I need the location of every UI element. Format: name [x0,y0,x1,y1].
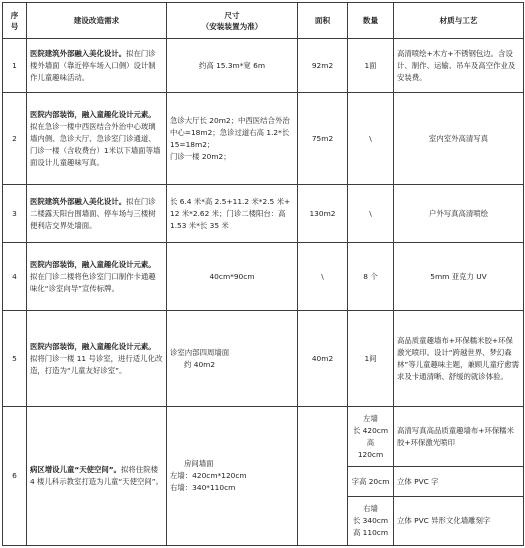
requirement-title: 医院内部装饰，融入童趣化设计元素。 [30,341,156,351]
row-number: 1 [3,39,27,93]
quantity-cell: 字高 20cm [348,467,394,497]
requirement-cell [27,311,167,407]
size-cell: 长 6.4 米*高 2.5+11.2 米*2.5 米+12 米*2.62 米；门诊二楼阳台：高 1.53 米*长 35 米 [167,185,298,243]
size-line: 急诊大厅长 20m2；中西医结合外治中心=18m2；急诊过道右高 1.2*长 15=18m2； [170,115,290,149]
quantity-cell: 1间 [348,311,394,407]
header-content: 建设改造需求 [27,3,167,39]
quantity-cell: \ [348,93,394,185]
material-cell: 5mm 亚克力 UV [394,243,524,311]
material-cell: 高清写真高品质童趣墙布+环保糯米胶+环保激光喷印 [394,407,524,467]
table-header-row [3,3,524,39]
requirement-detail: 拟在急诊一楼中西医结合外治中心玻璃墙内侧、急诊大厅、急诊室门诊通道、门诊一楼（含收费台）1米以下墙面等墙面设计儿童趣味写真。 [30,121,161,167]
header-material: 材质与工艺 [394,3,524,39]
size-line: 左墙：420cm*120cm [170,471,247,480]
requirement-cell [27,243,167,311]
table-row [3,39,524,93]
header-qty: 数量 [348,3,394,39]
requirement-cell [27,185,167,243]
requirement-detail: 拟在门诊二楼将色诊室门口制作卡通趣味化“诊室向导”宣传标牌。 [30,271,156,293]
area-cell: \ [298,243,348,311]
size-line: 诊室内部四周墙面 [170,347,230,357]
requirement-title: 医院内部装饰，融入童趣化设计元素。 [30,109,156,119]
area-cell: 40m2 [298,311,348,407]
requirement-title: 医院建筑外部融入美化设计。 [30,196,127,206]
material-cell: 户外写真高清喷绘 [394,185,524,243]
header-size-line2: （安装装置为准） [201,21,263,31]
material-cell: 室内室外高清写真 [394,93,524,185]
requirement-detail: 拟将住院楼 4 楼儿科示教室打造为儿童“天使空间”。 [30,465,163,486]
area-cell [298,407,348,546]
table-row [3,407,524,467]
area-cell: 92m2 [298,39,348,93]
header-size [167,3,298,39]
requirement-cell [27,93,167,185]
quantity-cell: 8 个 [348,243,394,311]
table-row [3,93,524,185]
requirement-detail: 拟在门诊二楼露天阳台围墙面、停车场与三楼树便利店交界处墙面。 [30,196,156,230]
size-cell [167,407,298,546]
quantity-cell: 左墙 长 420cm 高 120cm [348,407,394,467]
size-line: 房间墙面 [184,459,214,468]
row-number: 6 [3,407,27,546]
area-cell: 130m2 [298,185,348,243]
header-area: 面积 [298,3,348,39]
material-cell: 立体 PVC 异形文化墙雕刻字 [394,497,524,546]
requirement-detail: 拟将门诊一楼 11 号诊室，进行适儿化改造，打造为“儿童友好诊室”。 [30,353,163,375]
row-number: 2 [3,93,27,185]
row-number: 4 [3,243,27,311]
requirements-table [2,2,524,546]
size-line: 约 40m2 [184,359,216,369]
size-line: 右墙：340*110cm [170,483,236,492]
table-row [3,243,524,311]
header-seq: 序 号 [3,3,27,39]
area-cell: 75m2 [298,93,348,185]
requirement-cell [27,407,167,546]
size-cell: 40cm*90cm [167,243,298,311]
size-cell [167,93,298,185]
requirement-detail: 拟在门诊楼外墙面（靠近停车场入口侧）设计制作儿童趣味活动。 [30,48,156,82]
size-line: 门诊一楼 20m2； [170,151,231,161]
quantity-cell: 右墙 长 340cm 高 110cm [348,497,394,546]
row-number: 5 [3,311,27,407]
quantity-cell: 1面 [348,39,394,93]
quantity-cell: \ [348,185,394,243]
requirement-title: 病区增设儿童“天使空间”。 [30,465,122,474]
size-cell: 约高 15.3m*宽 6m [167,39,298,93]
table-row [3,185,524,243]
row-number: 3 [3,185,27,243]
requirement-title: 医院建筑外部融入美化设计。 [30,48,127,58]
header-size-line1: 尺寸 [224,10,240,20]
requirement-cell [27,39,167,93]
material-cell: 高品质童趣墙布+环保糯米胶+环保激光喷印。设计“跨越世界、梦幻森林”等儿童趣味主题，兼顾儿童疗愈需求及卡通清晰、舒缓的就诊体验。 [394,311,524,407]
requirement-title: 医院内部装饰，融入童趣化设计元素。 [30,259,156,269]
size-cell [167,311,298,407]
material-cell: 高清喷绘+木方+不锈钢包边。含设计、制作、运输、吊车及高空作业及安装费。 [394,39,524,93]
table-row [3,311,524,407]
material-cell: 立体 PVC 字 [394,467,524,497]
